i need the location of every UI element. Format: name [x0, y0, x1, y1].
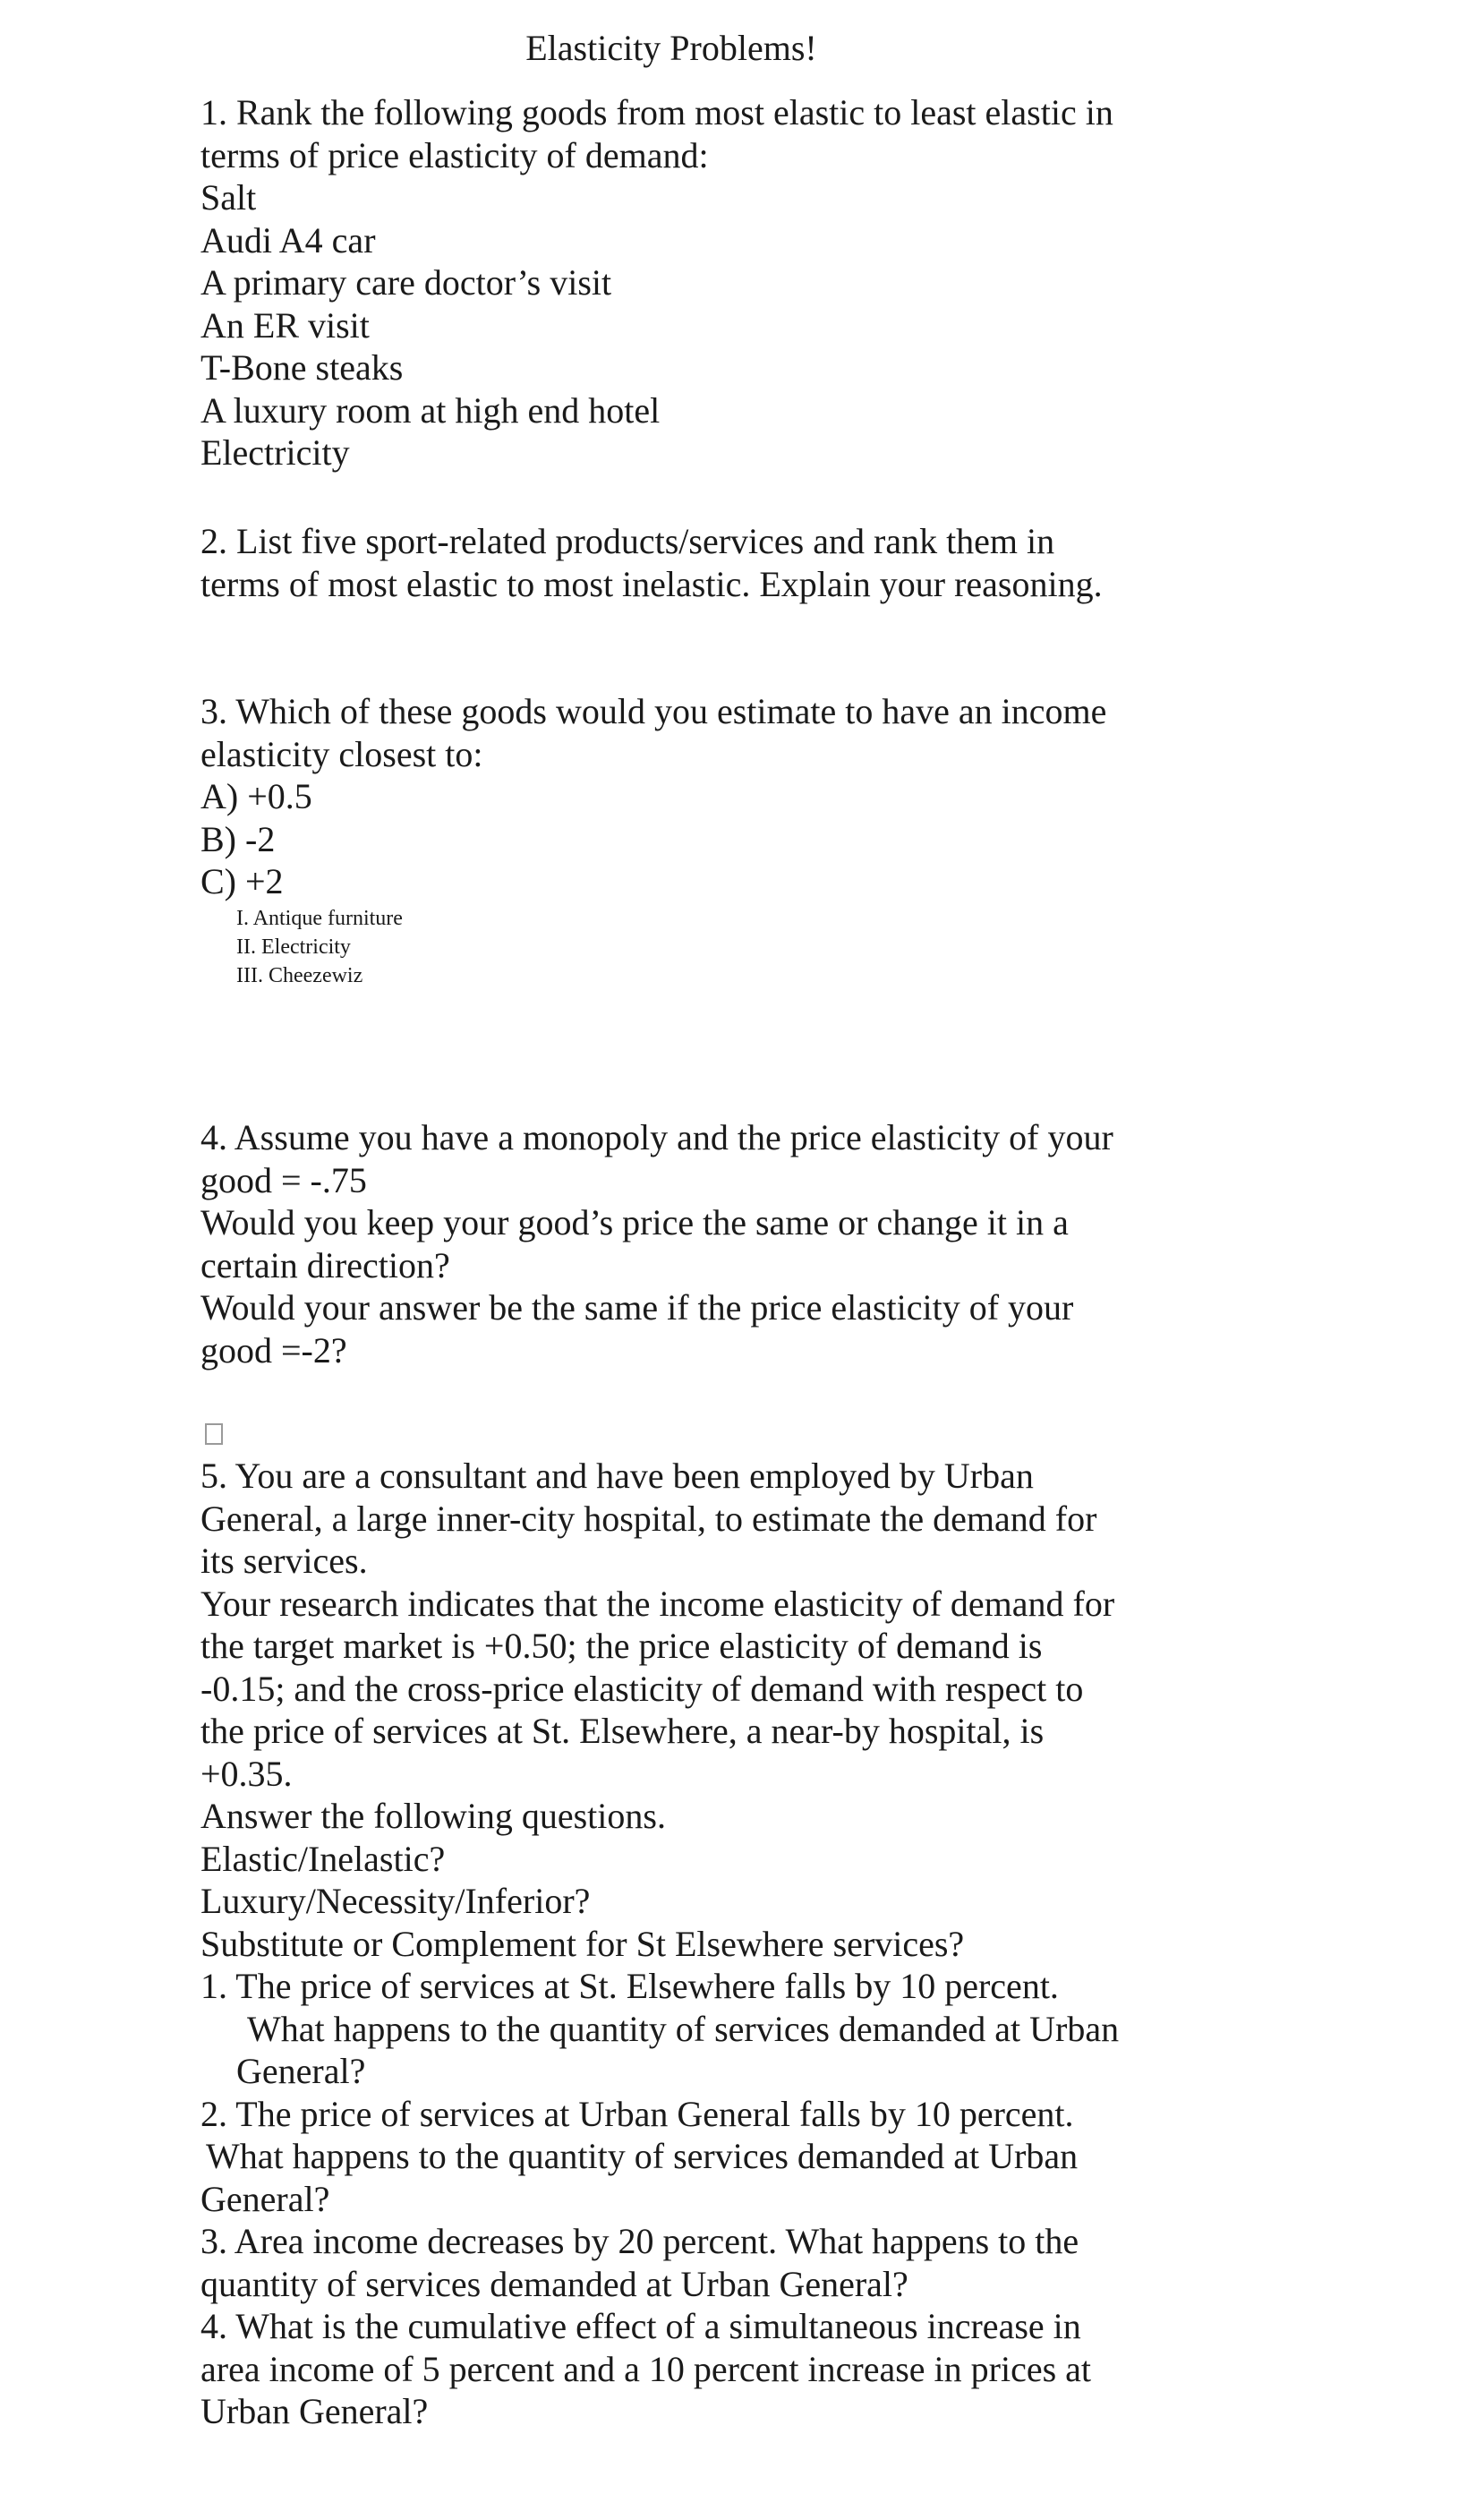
question-5-line: Elastic/Inelastic?	[200, 1838, 446, 1879]
question-5-line: its services.	[200, 1541, 368, 1581]
question-1-item: An ER visit	[200, 304, 370, 346]
question-5-sub-2-line: 2. The price of services at Urban General falls by 10 percent.	[200, 2093, 1074, 2134]
question-2-line: terms of most elastic to most inelastic. Explain your reasoning.	[200, 563, 1103, 604]
question-2-line: 2. List five sport-related products/services and rank them in	[200, 521, 1055, 561]
question-3-good: III. Cheezewiz	[236, 964, 363, 987]
question-5-sub-1-line: General?	[236, 2051, 366, 2091]
question-3-option: A) +0.5	[200, 776, 312, 816]
question-3-option: B) -2	[200, 818, 276, 859]
question-5-sub-4-line: Urban General?	[200, 2391, 429, 2431]
question-3-line: 3. Which of these goods would you estimate to have an income	[200, 691, 1107, 731]
question-4-line: 4. Assume you have a monopoly and the price elasticity of your	[200, 1117, 1113, 1157]
question-5-sub-2-line: What happens to the quantity of services demanded at Urban	[206, 2136, 1079, 2176]
page-title: Elasticity Problems!	[525, 28, 817, 68]
question-4-line: certain direction?	[200, 1244, 450, 1285]
question-5-sub-1-line: 1. The price of services at St. Elsewhere falls by 10 percent.	[200, 1966, 1059, 2006]
question-1-item: Salt	[200, 177, 257, 218]
question-1-prompt-line: 1. Rank the following goods from most elastic to least elastic in	[200, 92, 1113, 132]
question-5-line: Substitute or Complement for St Elsewhere services?	[200, 1923, 965, 1964]
question-1-item: A primary care doctor’s visit	[200, 262, 612, 303]
question-4-line: Would you keep your good’s price the same or change it in a	[200, 1202, 1069, 1242]
question-5-line: Your research indicates that the income elasticity of demand for	[200, 1583, 1115, 1624]
question-1-item: A luxury room at high end hotel	[200, 389, 661, 431]
question-3	[200, 690, 1212, 903]
question-2	[200, 520, 1212, 605]
question-4-line: good = -.75	[200, 1159, 367, 1200]
question-5-line: +0.35.	[200, 1753, 293, 1794]
question-4-line: Would your answer be the same if the price elasticity of your	[200, 1287, 1074, 1328]
question-1-item: Electricity	[200, 432, 350, 473]
question-5-sub-2-line: General?	[200, 2178, 330, 2219]
question-3-good: I. Antique furniture	[236, 907, 403, 930]
question-5-line: General, a large inner-city hospital, to estimate the demand for	[200, 1498, 1097, 1539]
question-1-prompt-line: terms of price elasticity of demand:	[200, 134, 709, 175]
question-3-option: C) +2	[200, 861, 284, 901]
question-1	[200, 91, 1212, 474]
question-3-good: II. Electricity	[236, 935, 351, 959]
question-5	[200, 1455, 1212, 2433]
placeholder-box-icon	[205, 1423, 223, 1445]
question-5-sub-1-line: What happens to the quantity of services demanded at Urban	[247, 2008, 1120, 2049]
question-5-line: the price of services at St. Elsewhere, a near-by hospital, is	[200, 1711, 1045, 1751]
question-4-line: good =-2?	[200, 1329, 347, 1371]
question-5-sub-4-line: area income of 5 percent and a 10 percent increase in prices at	[200, 2348, 1092, 2389]
question-1-item: Audi A4 car	[200, 219, 376, 260]
question-5-sub-3-line: quantity of services demanded at Urban General?	[200, 2263, 908, 2304]
question-5-line: -0.15; and the cross-price elasticity of demand with respect to	[200, 1668, 1084, 1709]
question-1-item: T-Bone steaks	[200, 347, 404, 388]
question-5-line: the target market is +0.50; the price elasticity of demand is	[200, 1626, 1043, 1666]
question-4	[200, 1116, 1212, 1371]
question-3-goods-list	[236, 904, 403, 990]
question-5-sub-3-line: 3. Area income decreases by 20 percent. What happens to the	[200, 2221, 1079, 2261]
question-5-line: 5. You are a consultant and have been employed by Urban	[200, 1456, 1034, 1496]
question-5-line: Answer the following questions.	[200, 1796, 666, 1836]
question-5-sub-4-line: 4. What is the cumulative effect of a simultaneous increase in	[200, 2306, 1081, 2346]
question-5-line: Luxury/Necessity/Inferior?	[200, 1881, 591, 1921]
question-3-line: elasticity closest to:	[200, 733, 483, 774]
